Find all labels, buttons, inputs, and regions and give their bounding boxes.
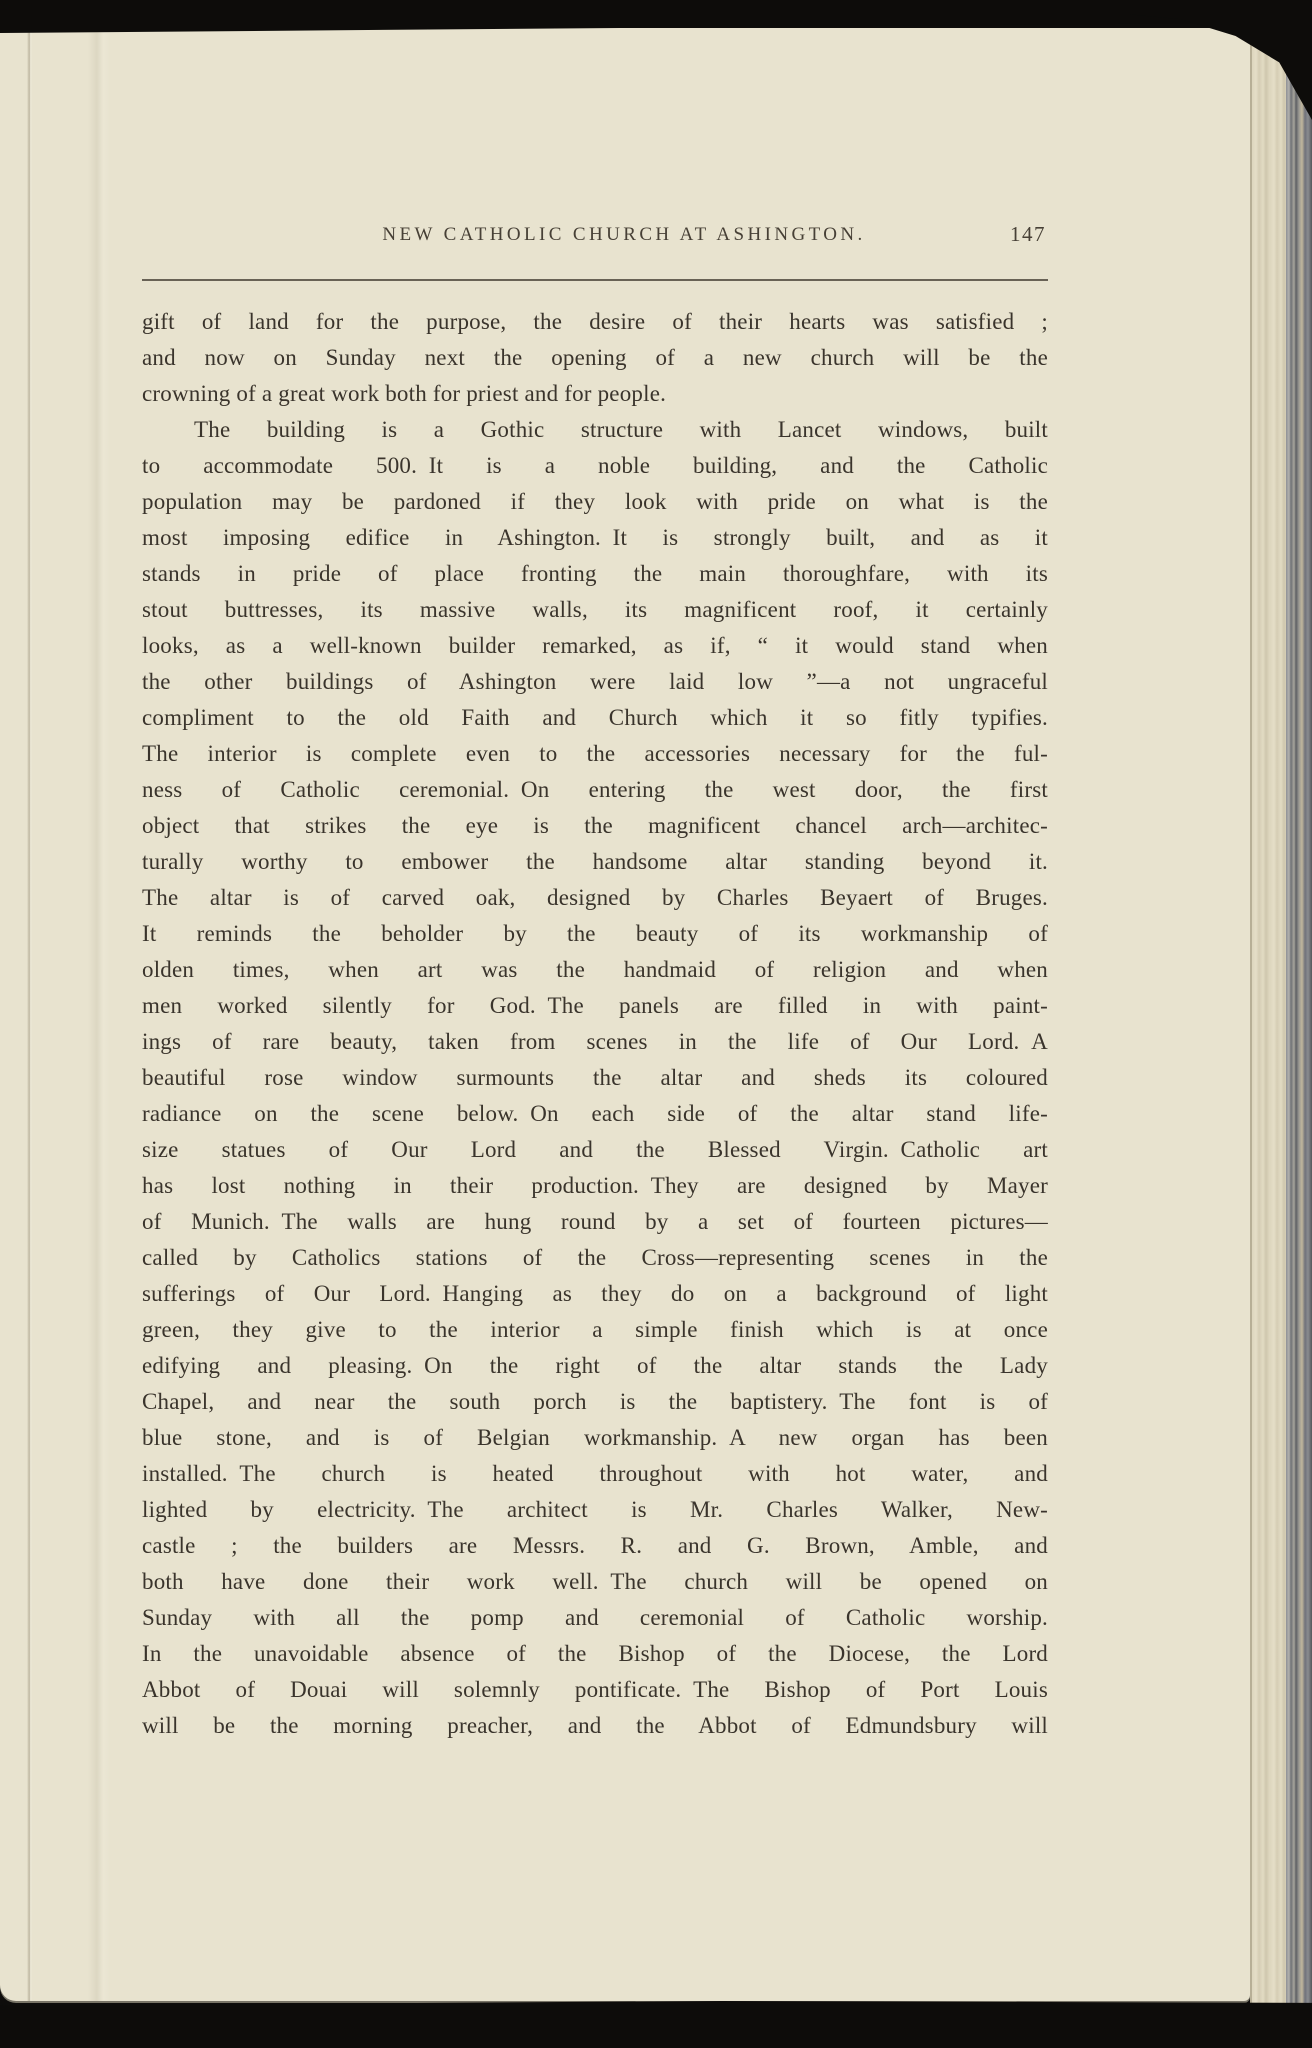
text-line: object that strikes the eye is the magnificent chancel arch—architec- xyxy=(142,813,1048,838)
text-line: beautiful rose window surmounts the altar and sheds its coloured xyxy=(142,1065,1048,1090)
fore-edge-pages xyxy=(1286,40,1312,2012)
text-line: Chapel, and near the south porch is the baptistery. The font is of xyxy=(142,1389,1048,1414)
text-line: will be the morning preacher, and the Abbot of Edmundsbury will xyxy=(142,1713,1048,1738)
gutter-fold-shadow xyxy=(88,28,110,2001)
text-line: turally worthy to embower the handsome altar standing beyond it. xyxy=(142,849,1048,874)
text-line: stands in pride of place fronting the main thoroughfare, with its xyxy=(142,561,1048,586)
text-line: edifying and pleasing. On the right of the altar stands the Lady xyxy=(142,1353,1048,1378)
scan-edge-bottom xyxy=(0,2001,1312,2048)
text-line: both have done their work well. The church will be opened on xyxy=(142,1569,1048,1594)
running-title: NEW CATHOLIC CHURCH AT ASHINGTON. xyxy=(382,224,866,245)
text-line: ness of Catholic ceremonial. On entering the west door, the first xyxy=(142,777,1048,802)
text-line: compliment to the old Faith and Church which it so fitly typifies. xyxy=(142,705,1048,730)
text-line: blue stone, and is of Belgian workmanship. A new organ has been xyxy=(142,1425,1048,1450)
text-line: castle ; the builders are Messrs. R. and G. Brown, Amble, and xyxy=(142,1533,1048,1558)
header-rule xyxy=(142,279,1048,281)
text-line: Sunday with all the pomp and ceremonial of Catholic worship. xyxy=(142,1605,1048,1630)
text-line: gift of land for the purpose, the desire of their hearts was satisfied ; xyxy=(142,309,1048,334)
text-line: stout buttresses, its massive walls, its magnificent roof, it certainly xyxy=(142,597,1048,622)
text-line: It reminds the beholder by the beauty of its workmanship of xyxy=(142,921,1048,946)
text-line: The building is a Gothic structure with Lancet windows, built xyxy=(194,417,1048,442)
text-line: most imposing edifice in Ashington. It is strongly built, and as it xyxy=(142,525,1048,550)
page-header xyxy=(142,222,1048,254)
text-line: olden times, when art was the handmaid of religion and when xyxy=(142,957,1048,982)
gutter-crease xyxy=(27,28,32,2001)
text-line: crowning of a great work both for priest and for people. xyxy=(142,381,667,406)
text-line: Abbot of Douai will solemnly pontificate. The Bishop of Port Louis xyxy=(142,1677,1048,1702)
text-line: the other buildings of Ashington were laid low ”—a not ungraceful xyxy=(142,669,1048,694)
text-line: The interior is complete even to the accessories necessary for the ful- xyxy=(142,741,1048,766)
text-line: sufferings of Our Lord. Hanging as they do on a background of light xyxy=(142,1281,1048,1306)
text-line: In the unavoidable absence of the Bishop of the Diocese, the Lord xyxy=(142,1641,1048,1666)
text-line: population may be pardoned if they look with pride on what is the xyxy=(142,489,1048,514)
text-line: to accommodate 500. It is a noble building, and the Catholic xyxy=(142,453,1048,478)
text-line: called by Catholics stations of the Cross—representing scenes in the xyxy=(142,1245,1048,1270)
text-line: looks, as a well-known builder remarked, as if, “ it would stand when xyxy=(142,633,1048,658)
text-line: The altar is of carved oak, designed by Charles Beyaert of Bruges. xyxy=(142,885,1048,910)
text-line: of Munich. The walls are hung round by a set of fourteen pictures— xyxy=(142,1209,1048,1234)
text-line: radiance on the scene below. On each side of the altar stand life- xyxy=(142,1101,1048,1126)
text-line: ings of rare beauty, taken from scenes in the life of Our Lord. A xyxy=(142,1029,1048,1054)
text-line: lighted by electricity. The architect is Mr. Charles Walker, New- xyxy=(142,1497,1048,1522)
text-line: has lost nothing in their production. They are designed by Mayer xyxy=(142,1173,1048,1198)
text-line: size statues of Our Lord and the Blessed Virgin. Catholic art xyxy=(142,1137,1048,1162)
page-number: 147 xyxy=(1010,222,1046,246)
text-line: green, they give to the interior a simple finish which is at once xyxy=(142,1317,1048,1342)
text-line: men worked silently for God. The panels are filled in with paint- xyxy=(142,993,1048,1018)
text-line: and now on Sunday next the opening of a new church will be the xyxy=(142,345,1048,370)
text-line: installed. The church is heated throughout with hot water, and xyxy=(142,1461,1048,1486)
page-body xyxy=(142,304,1048,1744)
page-edge-stack xyxy=(1250,34,1288,2012)
